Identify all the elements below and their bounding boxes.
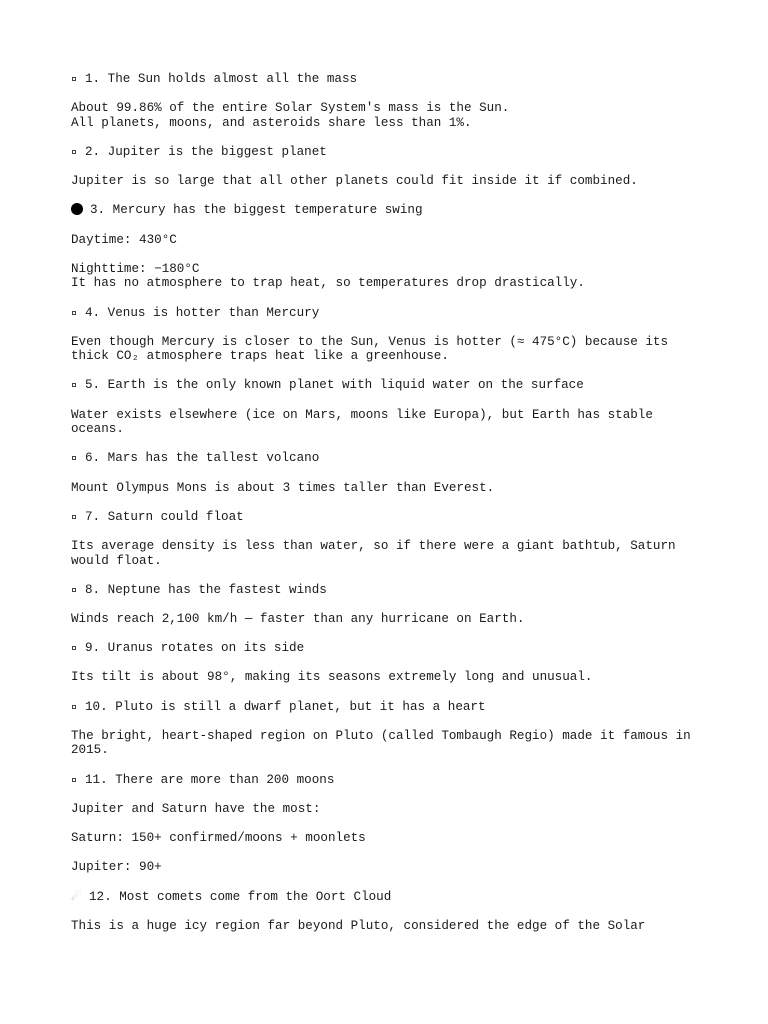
fact-paragraph (71, 802, 711, 817)
small-square-icon (72, 150, 76, 154)
fact-heading (71, 306, 711, 321)
small-square-icon (72, 588, 76, 592)
fact-paragraph (71, 539, 711, 568)
paragraph-line: About 99.86% of the entire Solar System's mass is the Sun. (71, 101, 510, 116)
fact-heading-text: 8. Neptune has the fastest winds (85, 582, 327, 597)
fact-heading (71, 510, 711, 525)
fact-heading-text: 11. There are more than 200 moons (85, 772, 335, 787)
small-square-icon (72, 705, 76, 709)
fact-paragraph (71, 335, 711, 364)
fact-paragraph (71, 408, 711, 437)
comet-icon: ☄ (71, 889, 82, 904)
paragraph-line: would float. (71, 553, 162, 568)
fact-paragraph (71, 101, 711, 130)
fact-paragraph (71, 670, 711, 685)
fact-heading (71, 203, 711, 218)
paragraph-line: Jupiter and Saturn have the most: (71, 801, 321, 816)
fact-paragraph (71, 481, 711, 496)
fact-heading (71, 583, 711, 598)
fact-heading (71, 378, 711, 393)
fact-paragraph (71, 233, 711, 248)
paragraph-line: Its tilt is about 98°, making its seasons extremely long and unusual. (71, 670, 593, 685)
fact-heading-text: 7. Saturn could float (85, 509, 244, 524)
fact-paragraph (71, 262, 711, 291)
fact-paragraph (71, 729, 711, 758)
paragraph-line: Jupiter: 90+ (71, 860, 162, 875)
paragraph-line: Winds reach 2,100 km/h — faster than any hurricane on Earth. (71, 611, 525, 626)
small-square-icon (72, 646, 76, 650)
paragraph-line: The bright, heart-shaped region on Pluto (called Tombaugh Regio) made it famous in (71, 728, 691, 743)
fact-heading-text: 1. The Sun holds almost all the mass (85, 72, 358, 86)
black-circle-icon (71, 203, 83, 215)
paragraph-line: All planets, moons, and asteroids share less than 1%. (71, 115, 472, 130)
fact-heading-text: 2. Jupiter is the biggest planet (85, 144, 327, 159)
fact-paragraph (71, 919, 711, 934)
fact-heading-text: 12. Most comets come from the Oort Cloud (89, 890, 392, 905)
paragraph-line: Even though Mercury is closer to the Sun, Venus is hotter (≈ 475°C) because its (71, 334, 669, 349)
fact-paragraph (71, 860, 711, 875)
fact-heading (71, 451, 711, 466)
paragraph-line: Saturn: 150+ confirmed/moons + moonlets (71, 830, 366, 845)
fact-paragraph (71, 612, 711, 627)
fact-paragraph (71, 831, 711, 846)
small-square-icon (72, 515, 76, 519)
small-square-icon (72, 383, 76, 387)
fact-heading (71, 773, 711, 788)
fact-heading (71, 72, 711, 87)
fact-paragraph (71, 174, 711, 189)
fact-heading-text: 6. Mars has the tallest volcano (85, 451, 320, 466)
fact-heading-text: 5. Earth is the only known planet with liquid water on the surface (85, 378, 584, 393)
paragraph-line: Water exists elsewhere (ice on Mars, moons like Europa), but Earth has stable (71, 407, 653, 422)
paragraph-line: oceans. (71, 422, 124, 437)
paragraph-line: Nighttime: −180°C (71, 261, 200, 276)
fact-heading-text: 10. Pluto is still a dwarf planet, but it has a heart (85, 699, 486, 714)
fact-heading (71, 889, 711, 905)
fact-heading (71, 700, 711, 715)
paragraph-line: It has no atmosphere to trap heat, so temperatures drop drastically. (71, 276, 585, 291)
fact-heading (71, 145, 711, 160)
small-square-icon (72, 778, 76, 782)
fact-heading-text: 3. Mercury has the biggest temperature swing (90, 203, 423, 218)
paragraph-line: Daytime: 430°C (71, 232, 177, 247)
fact-heading-text: 4. Venus is hotter than Mercury (85, 305, 320, 320)
fact-heading (71, 641, 711, 656)
small-square-icon (72, 311, 76, 315)
paragraph-line: Jupiter is so large that all other planets could fit inside it if combined. (71, 174, 638, 189)
paragraph-line: thick CO₂ atmosphere traps heat like a greenhouse. (71, 349, 449, 364)
paragraph-line: 2015. (71, 743, 109, 758)
fact-heading-text: 9. Uranus rotates on its side (85, 641, 305, 656)
small-square-icon (72, 77, 76, 81)
paragraph-line: This is a huge icy region far beyond Pluto, considered the edge of the Solar (71, 919, 646, 934)
paragraph-line: Mount Olympus Mons is about 3 times taller than Everest. (71, 480, 495, 495)
paragraph-line: Its average density is less than water, so if there were a giant bathtub, Saturn (71, 539, 676, 553)
document-page (71, 72, 711, 949)
small-square-icon (72, 456, 76, 460)
